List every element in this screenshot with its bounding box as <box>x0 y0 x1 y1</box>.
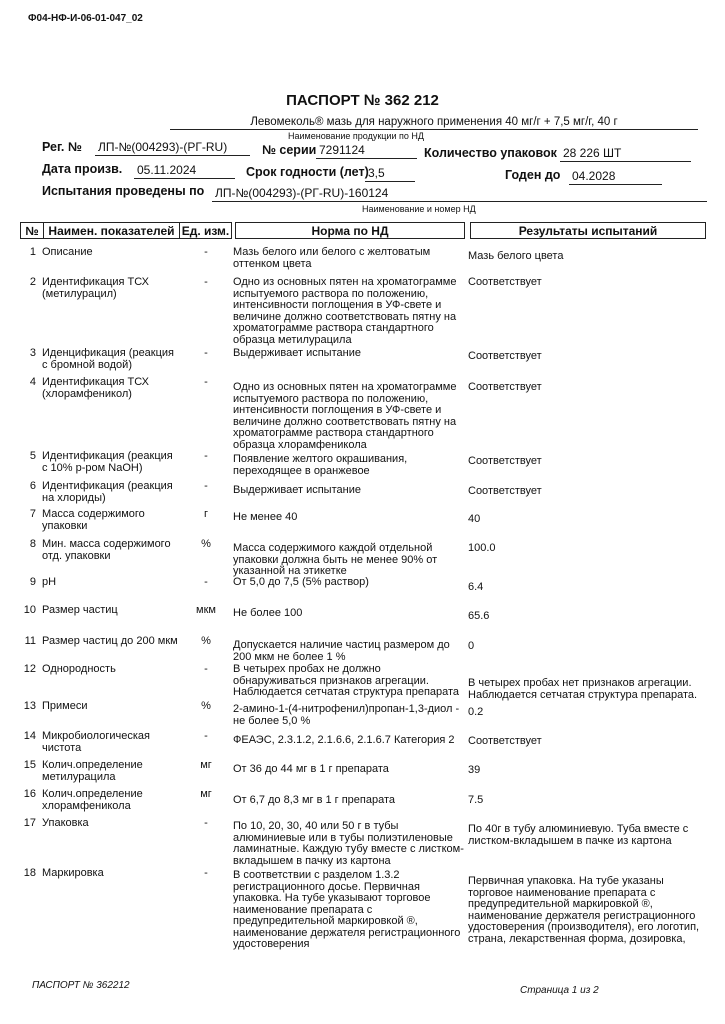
row-unit: - <box>204 867 208 879</box>
row-number: 14 <box>23 730 36 742</box>
row-parameter: Мин. масса содержимого отд. упаковки <box>42 538 171 562</box>
row-parameter: Колич.определение метилурацила <box>42 759 143 783</box>
row-number: 18 <box>23 867 36 879</box>
footer-passport-number: ПАСПОРТ № 362212 <box>32 980 130 991</box>
row-number: 11 <box>24 635 36 647</box>
production-date-value: 05.11.2024 <box>134 163 235 179</box>
row-result: Соответствует <box>468 455 542 467</box>
header-result: Результаты испытаний <box>470 222 706 239</box>
tests-value: ЛП-№(004293)-(РГ-RU)-160124 <box>212 186 707 202</box>
row-result: 0 <box>468 640 475 652</box>
row-parameter: Идентификация (реакция с 10% р-ром NaOH) <box>42 450 173 474</box>
row-norm: Одно из основных пятен на хроматограмме испытуемого раствора по положению, интенсивности поглощения в УФ-свете и величине должно соответствовать пятну на хроматограмме раствора стандартного образца хлорамфеникола <box>233 381 457 451</box>
row-number: 15 <box>23 759 36 771</box>
quantity-label: Количество упаковок <box>424 146 557 160</box>
row-parameter: Примеси <box>42 700 88 712</box>
row-number: 6 <box>29 480 36 492</box>
valid-until-value: 04.2028 <box>569 169 662 185</box>
footer-page-number: Страница 1 из 2 <box>520 985 599 996</box>
header-num: № <box>20 222 44 239</box>
row-result: Соответствует <box>468 276 542 288</box>
row-result: 40 <box>468 513 481 525</box>
row-number: 4 <box>29 376 36 388</box>
row-parameter: Размер частиц <box>42 604 118 616</box>
row-norm: По 10, 20, 30, 40 или 50 г в тубы алюминиевые или в тубы полиэтиленовые ламинатные. Каждую тубу вместе с листком-вкладышем в пачку из картона <box>233 820 464 867</box>
tests-label: Испытания проведены по <box>42 184 205 198</box>
row-number: 2 <box>29 276 36 288</box>
row-unit: % <box>201 635 211 647</box>
row-result: Мазь белого цвета <box>468 250 564 262</box>
series-label: № серии <box>262 143 317 157</box>
tests-caption: Наименование и номер НД <box>362 204 476 214</box>
row-parameter: Колич.определение хлорамфеникола <box>42 788 143 812</box>
row-result: 65.6 <box>468 610 490 622</box>
row-parameter: Идентификация ТСХ (хлорамфеникол) <box>42 376 149 400</box>
row-parameter: Идентификация ТСХ (метилурацил) <box>42 276 149 300</box>
series-value: 7291124 <box>316 143 417 159</box>
shelf-life-label: Срок годности (лет) <box>246 165 369 179</box>
row-norm: Допускается наличие частиц размером до 200 мкм не более 1 % <box>233 639 450 663</box>
row-result: Первичная упаковка. На тубе указаны торговое наименование препарата с предупредительной маркировкой ®, наименование держателя регистрационного удостоверения (производителя), его логотип, страна, лекарственная форма, дозировка, <box>468 875 700 945</box>
row-parameter: Упаковка <box>42 817 89 829</box>
row-parameter: Микробиологическая чистота <box>42 730 150 754</box>
reg-value: ЛП-№(004293)-(РГ-RU) <box>95 140 250 156</box>
row-result: 39 <box>468 764 481 776</box>
row-unit: - <box>204 246 208 258</box>
row-unit: мкм <box>196 604 216 616</box>
header-norm: Норма по НД <box>235 222 465 239</box>
product-name: Левомеколь® мазь для наружного применения 40 мг/г + 7,5 мг/г, 40 г <box>170 116 698 130</box>
row-norm: От 36 до 44 мг в 1 г препарата <box>233 763 389 775</box>
row-parameter: Однородность <box>42 663 116 675</box>
row-norm: Мазь белого или белого с желтоватым оттенком цвета <box>233 246 431 270</box>
row-number: 17 <box>23 817 36 829</box>
row-norm: Не более 100 <box>233 607 303 619</box>
row-result: Соответствует <box>468 485 542 497</box>
row-result: 0.2 <box>468 706 484 718</box>
row-unit: - <box>204 817 208 829</box>
row-norm: От 6,7 до 8,3 мг в 1 г препарата <box>233 794 396 806</box>
row-unit: - <box>204 347 208 359</box>
row-parameter: Размер частиц до 200 мкм <box>42 635 178 647</box>
row-parameter: Маркировка <box>42 867 104 879</box>
row-number: 16 <box>23 788 36 800</box>
header-name: Наимен. показателей <box>43 222 180 239</box>
shelf-life-value: 3,5 <box>365 166 415 182</box>
row-result: Соответствует <box>468 381 542 393</box>
row-unit: - <box>204 576 208 588</box>
row-result: По 40г в тубу алюминиевую. Туба вместе с листком-вкладышем в пачке из картона <box>468 823 689 847</box>
valid-until-label: Годен до <box>505 168 561 182</box>
row-norm: ФЕАЭС, 2.3.1.2, 2.1.6.6, 2.1.6.7 Категория 2 <box>233 734 455 746</box>
row-number: 12 <box>23 663 36 675</box>
row-norm: В четырех пробах не должно обнаруживаться признаков агрегации. Наблюдается сетчатая структура препарата <box>233 663 460 698</box>
row-norm: Появление желтого окрашивания, переходящее в оранжевое <box>233 453 408 477</box>
row-unit: - <box>204 730 208 742</box>
row-number: 8 <box>29 538 36 550</box>
row-unit: мг <box>200 759 212 771</box>
header-unit: Ед. изм. <box>179 222 232 239</box>
row-number: 9 <box>29 576 36 588</box>
row-result: 7.5 <box>468 794 484 806</box>
row-number: 3 <box>29 347 36 359</box>
quantity-value: 28 226 ШТ <box>560 146 691 162</box>
row-parameter: Иденцификация (реакция с бромной водой) <box>42 347 175 371</box>
row-unit: - <box>204 480 208 492</box>
row-norm: Масса содержимого каждой отдельной упаковки должна быть не менее 90% от указанной на этикетке <box>233 542 438 577</box>
row-norm: От 5,0 до 7,5 (5% раствор) <box>233 576 369 588</box>
production-date-label: Дата произв. <box>42 162 123 176</box>
row-norm: 2-амино-1-(4-нитрофенил)пропан-1,3-диол - не более 5,0 % <box>233 703 460 727</box>
row-result: 6.4 <box>468 581 484 593</box>
row-result: 100.0 <box>468 542 496 554</box>
row-parameter: Масса содержимого упаковки <box>42 508 145 532</box>
row-unit: % <box>201 538 211 550</box>
row-number: 10 <box>23 604 36 616</box>
row-unit: мг <box>200 788 212 800</box>
row-unit: г <box>203 508 208 520</box>
row-norm: Не менее 40 <box>233 511 298 523</box>
row-result: Соответствует <box>468 735 542 747</box>
row-parameter: Описание <box>42 246 93 258</box>
row-norm: Выдерживает испытание <box>233 347 361 359</box>
row-unit: - <box>204 376 208 388</box>
row-unit: - <box>204 450 208 462</box>
row-number: 5 <box>29 450 36 462</box>
row-result: Соответствует <box>468 350 542 362</box>
reg-label: Рег. № <box>42 140 82 154</box>
row-number: 1 <box>29 246 36 258</box>
row-number: 13 <box>23 700 36 712</box>
row-unit: - <box>204 276 208 288</box>
row-norm: В соответствии с разделом 1.3.2 регистрационного досье. Первичная упаковка. На тубе указывают торговое наименование препарата с предупредительной маркировкой ®, наименование держателя регистрационного удостоверения <box>233 869 461 950</box>
row-parameter: Идентификация (реакция на хлориды) <box>42 480 173 504</box>
row-parameter: pH <box>42 576 57 588</box>
row-norm: Одно из основных пятен на хроматограмме испытуемого раствора по положению, интенсивности поглощения в УФ-свете и величине должно соответствовать пятну на хроматограмме раствора стандартного образца метилурацила <box>233 276 457 346</box>
row-unit: % <box>201 700 211 712</box>
product-caption: Наименование продукции по НД <box>288 131 424 141</box>
passport-title: ПАСПОРТ № 362 212 <box>286 92 439 109</box>
form-code: Ф04-НФ-И-06-01-047_02 <box>28 13 143 24</box>
row-number: 7 <box>29 508 36 520</box>
row-norm: Выдерживает испытание <box>233 484 361 496</box>
row-unit: - <box>204 663 208 675</box>
row-result: В четырех пробах нет признаков агрегации. Наблюдается сетчатая структура препарата. <box>468 677 698 701</box>
